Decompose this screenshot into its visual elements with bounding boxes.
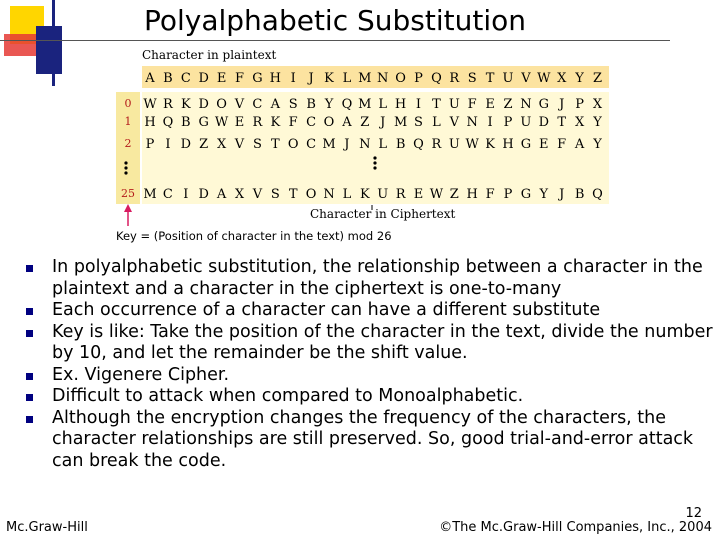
cipher-letter: T bbox=[270, 137, 280, 152]
cipher-letter: Z bbox=[360, 115, 370, 130]
cipher-letter: L bbox=[378, 97, 388, 112]
key-formula: Key = (Position of character in the text) mod 26 bbox=[116, 229, 392, 243]
cipher-letter: Y bbox=[593, 137, 602, 152]
cipher-letter: M bbox=[358, 97, 372, 112]
cipher-letter: D bbox=[180, 137, 192, 152]
plaintext-letter: Z bbox=[592, 71, 603, 86]
bullet-item bbox=[26, 257, 716, 300]
cipher-letter: J bbox=[559, 187, 565, 202]
cipher-letter: J bbox=[559, 97, 565, 112]
cipher-letter: H bbox=[502, 137, 514, 152]
vertical-ellipsis-letters bbox=[373, 156, 376, 169]
cipher-letter: Z bbox=[199, 137, 209, 152]
cipher-letter: N bbox=[466, 115, 478, 130]
bullet-square-icon bbox=[26, 373, 33, 380]
plaintext-letter: C bbox=[180, 71, 191, 86]
footer-copyright: ©The Mc.Graw-Hill Companies, Inc., 2004 bbox=[439, 520, 712, 535]
cipher-letter: V bbox=[252, 187, 263, 202]
plaintext-letter: Y bbox=[575, 71, 584, 86]
cipher-letter: Q bbox=[341, 97, 353, 112]
cipher-letter: C bbox=[306, 137, 317, 152]
bullet-square-icon bbox=[26, 416, 33, 423]
cipher-letter: J bbox=[380, 115, 386, 130]
cipher-letter: S bbox=[414, 115, 423, 130]
cipher-letter: R bbox=[163, 97, 173, 112]
cipher-letter: B bbox=[306, 97, 316, 112]
key-arrowhead-icon bbox=[124, 204, 132, 212]
cipher-letter: R bbox=[252, 115, 263, 130]
cipher-letter: I bbox=[415, 97, 422, 112]
bullet-text: Although the encryption changes the frequency of the characters, the character relationships are still preserved. So, good trial-and-error attack can break the code. bbox=[52, 407, 694, 471]
cipher-letter: P bbox=[503, 115, 513, 130]
cipher-letter: A bbox=[216, 187, 227, 202]
cipher-letter: B bbox=[181, 115, 191, 130]
cipher-letter: U bbox=[448, 97, 460, 112]
cipher-letter: O bbox=[305, 187, 317, 202]
cipher-letter: U bbox=[448, 137, 460, 152]
cipher-letter: E bbox=[485, 97, 495, 112]
bullet-square-icon bbox=[26, 265, 33, 272]
plaintext-letter: S bbox=[467, 71, 477, 86]
cipher-letter: R bbox=[395, 187, 406, 202]
cipher-letter: K bbox=[180, 97, 191, 112]
cipher-letter: A bbox=[342, 115, 352, 130]
cipher-letter: V bbox=[234, 137, 245, 152]
key-value: 1 bbox=[124, 115, 132, 128]
cipher-letter: G bbox=[198, 115, 209, 130]
cipher-letter: G bbox=[520, 187, 532, 202]
cipher-letter: D bbox=[198, 97, 209, 112]
cipher-letter: H bbox=[394, 97, 407, 112]
plaintext-letter: L bbox=[342, 71, 352, 86]
cipher-letter: V bbox=[449, 115, 459, 130]
cipher-letter: F bbox=[288, 115, 298, 130]
plaintext-letter: U bbox=[502, 71, 514, 86]
cipher-letter: H bbox=[144, 115, 156, 130]
cipher-letter: U bbox=[377, 187, 389, 202]
cipher-letter: K bbox=[270, 115, 281, 130]
plaintext-letter: V bbox=[521, 71, 531, 86]
cipher-letter: P bbox=[145, 137, 155, 152]
cipher-letter: Z bbox=[449, 187, 459, 202]
title-underline bbox=[0, 40, 670, 41]
cipher-letter: I bbox=[165, 137, 171, 152]
cipher-letter: D bbox=[538, 115, 550, 130]
plaintext-letter: H bbox=[269, 71, 281, 86]
cipher-letter: B bbox=[395, 137, 406, 152]
cipher-letter: L bbox=[342, 187, 352, 202]
cipher-letter: W bbox=[429, 187, 444, 202]
cipher-letter: W bbox=[143, 97, 157, 112]
plaintext-letter: X bbox=[557, 71, 567, 86]
cipher-letter: N bbox=[359, 137, 371, 152]
cipher-letter: X bbox=[592, 97, 603, 112]
key-value: 25 bbox=[121, 187, 135, 200]
cipher-letter: S bbox=[288, 97, 298, 112]
cipher-letter: M bbox=[322, 137, 336, 152]
plaintext-letter: P bbox=[414, 71, 423, 86]
cipher-letter: M bbox=[393, 115, 408, 130]
cipher-letter: T bbox=[557, 115, 567, 130]
bullet-item bbox=[26, 300, 716, 322]
cipher-letter: I bbox=[487, 115, 493, 130]
plaintext-letter: E bbox=[216, 71, 227, 86]
cipher-letter: I bbox=[183, 187, 189, 202]
cipher-letter: E bbox=[234, 115, 245, 130]
bullet-square-icon bbox=[26, 308, 33, 315]
cipher-letter: L bbox=[432, 115, 441, 130]
cipher-letter: S bbox=[252, 137, 262, 152]
cipher-letter: Q bbox=[592, 187, 603, 202]
cipher-letter: G bbox=[520, 137, 532, 152]
plaintext-letter: N bbox=[377, 71, 389, 86]
cipher-letter: E bbox=[413, 187, 424, 202]
cipher-letter: W bbox=[214, 115, 229, 130]
cipher-letter: Z bbox=[503, 97, 513, 112]
cipher-letter: H bbox=[466, 187, 478, 202]
bullet-item bbox=[26, 365, 716, 387]
cipher-letter: U bbox=[520, 115, 532, 130]
cipher-letter: T bbox=[432, 97, 441, 112]
cipher-letter: C bbox=[162, 187, 173, 202]
key-value: 2 bbox=[124, 137, 132, 150]
cipher-letter: Y bbox=[539, 187, 549, 202]
plaintext-letter: T bbox=[485, 71, 495, 86]
cipher-letter: O bbox=[287, 137, 299, 152]
cipher-letter: X bbox=[574, 115, 585, 130]
bullet-text: Each occurrence of a character can have a different substitute bbox=[52, 300, 601, 320]
cipher-letter: J bbox=[344, 137, 350, 152]
cipher-letter: N bbox=[323, 187, 335, 202]
plaintext-letter: I bbox=[290, 71, 296, 86]
cipher-letter: P bbox=[575, 97, 584, 112]
bullet-list bbox=[26, 257, 716, 472]
plaintext-letter: M bbox=[358, 71, 372, 86]
cipher-letter: L bbox=[378, 137, 388, 152]
cipher-letter: Q bbox=[162, 115, 174, 130]
cipher-letter: V bbox=[234, 97, 245, 112]
cipher-letter: N bbox=[520, 97, 532, 112]
plaintext-letter: R bbox=[449, 71, 460, 86]
cipher-letter: F bbox=[557, 137, 567, 152]
cipher-letter: F bbox=[485, 187, 495, 202]
cipher-letter: A bbox=[574, 137, 585, 152]
cipher-letter: E bbox=[539, 137, 549, 152]
key-value: 0 bbox=[124, 97, 132, 110]
bullet-item bbox=[26, 322, 716, 365]
cipher-letter: R bbox=[431, 137, 442, 152]
plaintext-letter: J bbox=[308, 71, 314, 86]
cipher-letter: Y bbox=[324, 97, 334, 112]
cipher-letter: Y bbox=[593, 115, 602, 130]
cipher-letter: S bbox=[270, 187, 280, 202]
bullet-square-icon bbox=[26, 394, 33, 401]
cipher-letter: O bbox=[323, 115, 335, 130]
footer-publisher: Mc.Graw-Hill bbox=[6, 520, 88, 535]
plaintext-letter: Q bbox=[431, 71, 442, 86]
bullet-text: In polyalphabetic substitution, the relationship between a character in the plaintext and a character in the ciphertext is one-to-many bbox=[52, 257, 703, 299]
cipher-letter: D bbox=[198, 187, 209, 202]
cipher-letter: Q bbox=[413, 137, 424, 152]
plaintext-letter: O bbox=[395, 71, 406, 86]
cipher-letter: K bbox=[359, 187, 370, 202]
cipher-letter: X bbox=[216, 137, 227, 152]
plaintext-letter: W bbox=[537, 71, 551, 86]
page-number: 12 bbox=[685, 506, 702, 521]
cipher-letter: F bbox=[467, 97, 477, 112]
plaintext-caption: Character in plaintext bbox=[142, 48, 277, 62]
cipher-letter: C bbox=[252, 97, 263, 112]
bullet-square-icon bbox=[26, 330, 33, 337]
ciphertext-caption: Character in Ciphertext bbox=[310, 207, 456, 221]
cipher-letter: P bbox=[503, 187, 513, 202]
bullet-text: Key is like: Take the position of the character in the text, divide the number by 10, and let the remainder be the shift value. bbox=[52, 321, 713, 363]
plaintext-letter: B bbox=[163, 71, 173, 86]
bullet-text: Difficult to attack when compared to Monoalphabetic. bbox=[52, 386, 524, 406]
plaintext-letter: G bbox=[252, 71, 263, 86]
cipher-letter: X bbox=[234, 187, 245, 202]
plaintext-letter: F bbox=[234, 71, 245, 86]
cipher-letter: M bbox=[143, 187, 157, 202]
plaintext-letter: D bbox=[198, 71, 209, 86]
cipher-letter: G bbox=[538, 97, 549, 112]
plaintext-letter: A bbox=[145, 71, 155, 86]
cipher-letter: T bbox=[288, 187, 298, 202]
cipher-letter: O bbox=[216, 97, 227, 112]
bullet-item bbox=[26, 386, 716, 408]
plaintext-letter: K bbox=[324, 71, 334, 86]
cipher-letter: A bbox=[270, 97, 280, 112]
bullet-item bbox=[26, 408, 716, 473]
vertical-ellipsis-keys bbox=[124, 161, 127, 174]
cipher-letter: W bbox=[465, 137, 479, 152]
bullet-text: Ex. Vigenere Cipher. bbox=[52, 364, 230, 385]
cipher-letter: K bbox=[485, 137, 495, 152]
cipher-letter: C bbox=[306, 115, 317, 130]
cipher-letter: B bbox=[574, 187, 585, 202]
polyalphabetic-table-figure bbox=[112, 46, 612, 246]
slide-title: Polyalphabetic Substitution bbox=[143, 4, 527, 37]
